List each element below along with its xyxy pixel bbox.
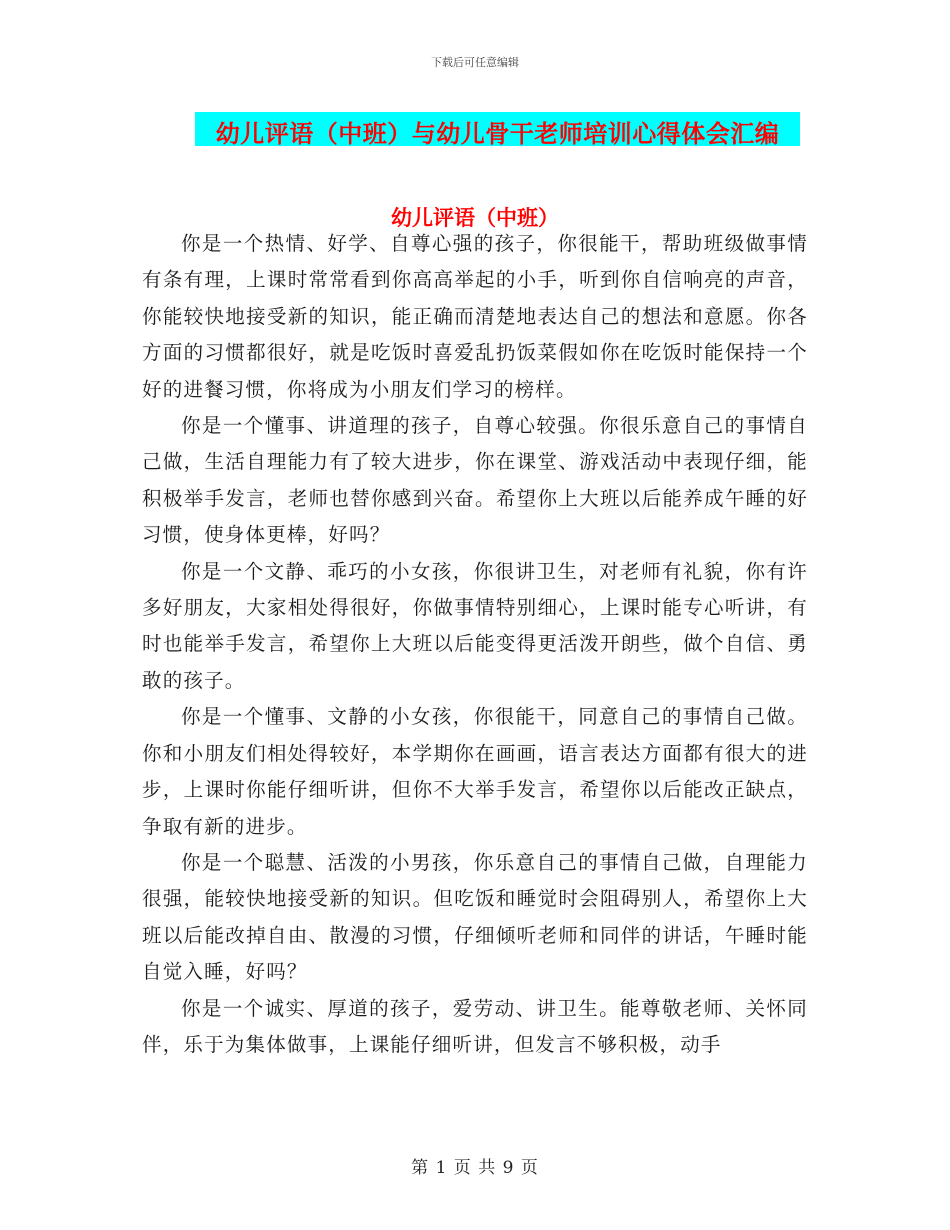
paragraph: 你是一个诚实、厚道的孩子，爱劳动、讲卫生。能尊敬老师、关怀同伴，乐于为集体做事，上课能仔细听讲，但发言不够积极，动手: [142, 996, 808, 1056]
document-body: [142, 226, 808, 1063]
document-title: 幼儿评语（中班）与幼儿骨干老师培训心得体会汇编: [215, 120, 780, 148]
paragraph: 你是一个懂事、讲道理的孩子，自尊心较强。你很乐意自己的事情自己做，生活自理能力有了较大进步，你在课堂、游戏活动中表现仔细，能积极举手发言，老师也替你感到兴奋。希望你上大班以后能养成午睡的好习惯，使身体更棒，好吗？: [142, 414, 808, 547]
paragraph: 你是一个懂事、文静的小女孩，你很能干，同意自己的事情自己做。你和小朋友们相处得较好，本学期你在画画，语言表达方面都有很大的进步，上课时你能仔细听讲，但你不大举手发言，希望你以后能改正缺点，争取有新的进步。: [142, 705, 808, 838]
paragraph: 你是一个文静、乖巧的小女孩，你很讲卫生，对老师有礼貌，你有许多好朋友，大家相处得很好，你做事情特别细心，上课时能专心听讲，有时也能举手发言，希望你上大班以后能变得更活泼开朗些，做个自信、勇敢的孩子。: [142, 559, 808, 692]
page-number: 第 1 页 共 9 页: [411, 1158, 539, 1178]
page-header-note: 下载后可任意编辑: [431, 56, 519, 69]
paragraph: 你是一个热情、好学、自尊心强的孩子，你很能干，帮助班级做事情有条有理，上课时常常看到你高高举起的小手，听到你自信响亮的声音，你能较快地接受新的知识，能正确而清楚地表达自己的想法和意愿。你各方面的习惯都很好，就是吃饭时喜爱乱扔饭菜假如你在吃饭时能保持一个好的进餐习惯，你将成为小朋友们学习的榜样。: [142, 232, 808, 401]
section-title: 幼儿评语（中班）: [391, 206, 559, 230]
paragraph: 你是一个聪慧、活泼的小男孩，你乐意自己的事情自己做，自理能力很强，能较快地接受新的知识。但吃饭和睡觉时会阻碍别人，希望你上大班以后能改掉自由、散漫的习惯，仔细倾听老师和同伴的讲话，午睡时能自觉入睡，好吗？: [142, 850, 808, 984]
